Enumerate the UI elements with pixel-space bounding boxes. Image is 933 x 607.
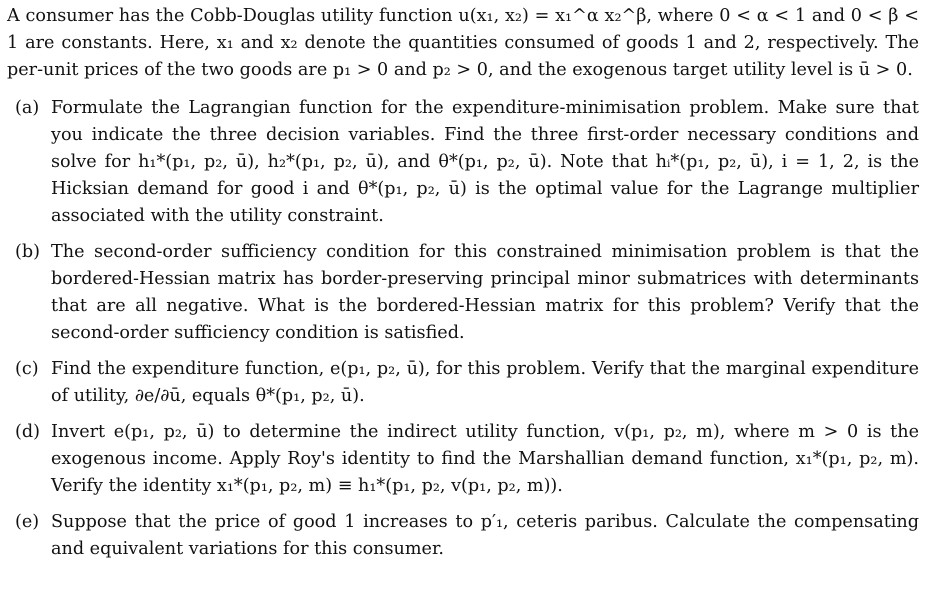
part-d-text: Invert e(p₁, p₂, ū) to determine the indirect utility function, v(p₁, p₂, m), where m > 0 is the exogenous income. Apply Roy's identity to find the Marshallian demand function, x₁*(p₁, p₂, m). Verify the identity x₁*(p₁, p₂, m) ≡ h₁*(p₁, p₂, v(p₁, p₂, m)). [51,422,919,496]
part-a [7,95,919,230]
part-b [7,239,919,347]
part-b-label: (b) [15,242,40,262]
part-d-label: (d) [15,422,40,442]
part-c-label: (c) [15,359,39,379]
problem-intro: A consumer has the Cobb-Douglas utility function u(x₁, x₂) = x₁^α x₂^β, where 0 < α < 1 and 0 < β < 1 are constants. Here, x₁ and x₂ denote the quantities consumed of goods 1 and 2, respectively. The per-unit prices of the two goods are p₁ > 0 and p₂ > 0, and the exogenous target utility level is ū > 0. [7,6,919,80]
part-c-text: Find the expenditure function, e(p₁, p₂, ū), for this problem. Verify that the marginal expenditure of utility, ∂e/∂ū, equals θ*(p₁, p₂, ū). [51,359,919,406]
part-d [7,419,919,500]
part-b-text: The second-order sufficiency condition for this constrained minimisation problem is that the bordered-Hessian matrix has border-preserving principal minor submatrices with determinants that are all negative. What is the bordered-Hessian matrix for this problem? Verify that the second-order sufficiency condition is satisfied. [51,242,919,343]
part-e-text: Suppose that the price of good 1 increases to p′₁, ceteris paribus. Calculate the compensating and equivalent variations for this consumer. [51,512,919,559]
part-e-label: (e) [15,512,40,532]
part-c [7,356,919,410]
part-a-text: Formulate the Lagrangian function for the expenditure-minimisation problem. Make sure that you indicate the three decision variables. Find the three first-order necessary conditions and solve for h₁*(p₁, p₂, ū), h₂*(p₁, p₂, ū), and θ*(p₁, p₂, ū). Note that hᵢ*(p₁, p₂, ū), i = 1, 2, is the Hicksian demand for good i and θ*(p₁, p₂, ū) is the optimal value for the Lagrange multiplier associated with the utility constraint. [51,98,919,226]
part-a-label: (a) [15,98,40,118]
part-e [7,509,919,563]
